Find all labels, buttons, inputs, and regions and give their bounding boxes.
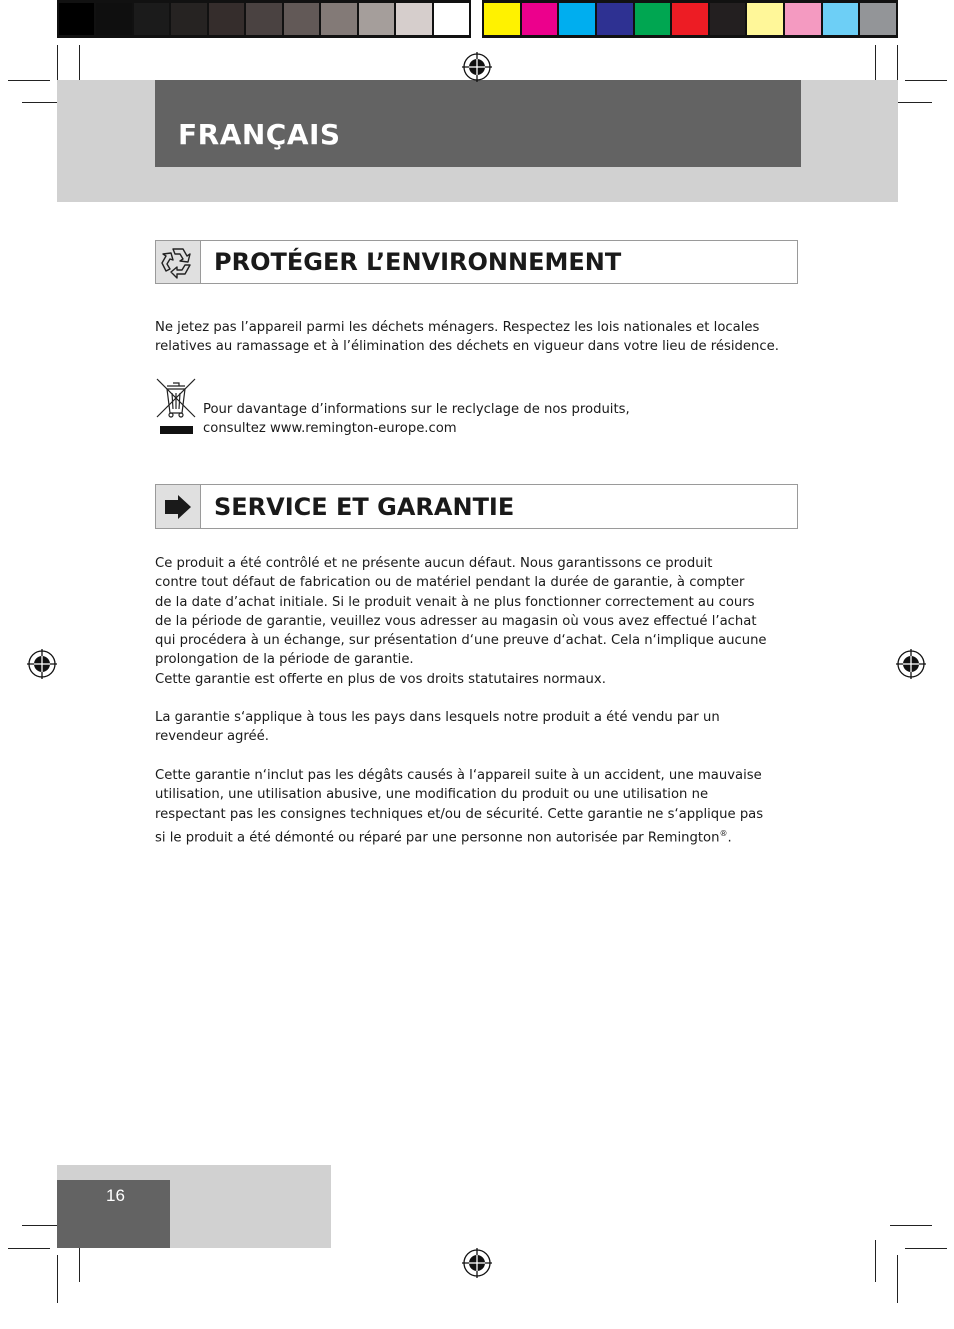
crop-mark [8, 80, 50, 81]
trademark-symbol: ® [719, 828, 728, 838]
crop-mark [905, 1248, 947, 1249]
end-punctuation: . [727, 830, 732, 846]
text-line: Ne jetez pas l’appareil parmi les déchets ménagers. Respectez les lois nationales et locales [155, 320, 760, 335]
color-swatch [635, 3, 671, 35]
text-line: Ce produit a été contrôlé et ne présente aucun défaut. Nous garantissons ce produit [155, 556, 713, 571]
crop-mark [8, 1248, 50, 1249]
color-swatch [246, 3, 281, 35]
section-title: PROTÉGER L’ENVIRONNEMENT [214, 248, 622, 276]
process-color-bar [482, 0, 898, 38]
color-swatch [396, 3, 431, 35]
warranty-paragraph-3 [155, 766, 785, 848]
color-swatch [785, 3, 821, 35]
registration-mark-icon [462, 52, 492, 82]
crop-mark [897, 1255, 898, 1303]
color-swatch [59, 3, 94, 35]
color-swatch [434, 3, 469, 35]
grayscale-color-bar [57, 0, 471, 38]
text-line: La garantie s‘applique à tous les pays dans lesquels notre produit a été vendu par un [155, 710, 720, 725]
text-line: contre tout défaut de fabrication ou de matériel pendant la durée de garantie, à compter [155, 575, 745, 591]
color-swatch [710, 3, 746, 35]
color-swatch [522, 3, 558, 35]
registration-mark-icon [27, 649, 57, 679]
color-swatch [134, 3, 169, 35]
section-title: SERVICE ET GARANTIE [214, 493, 515, 521]
color-swatch [209, 3, 244, 35]
warranty-paragraph-1 [155, 554, 785, 689]
text-line: Cette garantie est offerte en plus de vos droits statutaires normaux. [155, 671, 606, 687]
recycling-info [203, 400, 630, 439]
color-swatch [860, 3, 896, 35]
page-title: FRANÇAIS [178, 118, 341, 151]
color-swatch [823, 3, 859, 35]
warranty-paragraph-2 [155, 708, 785, 747]
color-swatch [484, 3, 520, 35]
text-line [155, 824, 785, 848]
color-swatch [96, 3, 131, 35]
text-line: prolongation de la période de garantie. [155, 652, 414, 668]
text-line: Pour davantage d’informations sur le reclyclage de nos produits, [203, 402, 630, 417]
color-swatch [597, 3, 633, 35]
color-swatch [284, 3, 319, 35]
text-line: de la date d’achat initiale. Si le produit venait à ne plus fonctionner correctement au cours [155, 594, 755, 610]
text-line: qui procédera à un échange, sur présentation d‘une preuve d‘achat. Cela n‘implique aucune [155, 633, 767, 649]
color-swatch [359, 3, 394, 35]
color-swatch [672, 3, 708, 35]
text-line: respectant pas les consignes techniques et/ou de sécurité. Cette garantie ne s‘applique pas [155, 806, 764, 822]
section-heading-warranty [155, 484, 798, 529]
text-line: Cette garantie n‘inclut pas les dégâts causés à l‘appareil suite à un accident, une mauvaise [155, 768, 762, 783]
text-line: de la période de garantie, veuillez vous adresser au magasin où vous avez effectué l’achat [155, 613, 757, 629]
text-line: relatives au ramassage et à l’élimination des déchets en vigueur dans votre lieu de résidence. [155, 339, 779, 355]
arrow-right-icon [156, 485, 201, 528]
crop-mark [890, 1225, 932, 1226]
section-heading-environment [155, 240, 798, 284]
registration-mark-icon [896, 649, 926, 679]
color-swatch [559, 3, 595, 35]
page-number: 16 [106, 1186, 125, 1205]
crossed-out-bin-icon [154, 377, 198, 437]
crop-mark [905, 80, 947, 81]
recycle-icon [156, 241, 201, 283]
text-line: utilisation, une utilisation abusive, une modification du produit ou une utilisation ne [155, 787, 709, 803]
crop-mark [57, 1255, 58, 1303]
color-swatch [321, 3, 356, 35]
text-line: revendeur agréé. [155, 729, 269, 745]
color-swatch [747, 3, 783, 35]
registration-mark-icon [462, 1248, 492, 1278]
crop-mark [875, 1240, 876, 1282]
color-swatch [171, 3, 206, 35]
environment-paragraph [155, 318, 785, 357]
text-span: si le produit a été démonté ou réparé par une personne non autorisée par Remington [155, 830, 720, 846]
text-line: consultez www.remington-europe.com [203, 421, 457, 437]
